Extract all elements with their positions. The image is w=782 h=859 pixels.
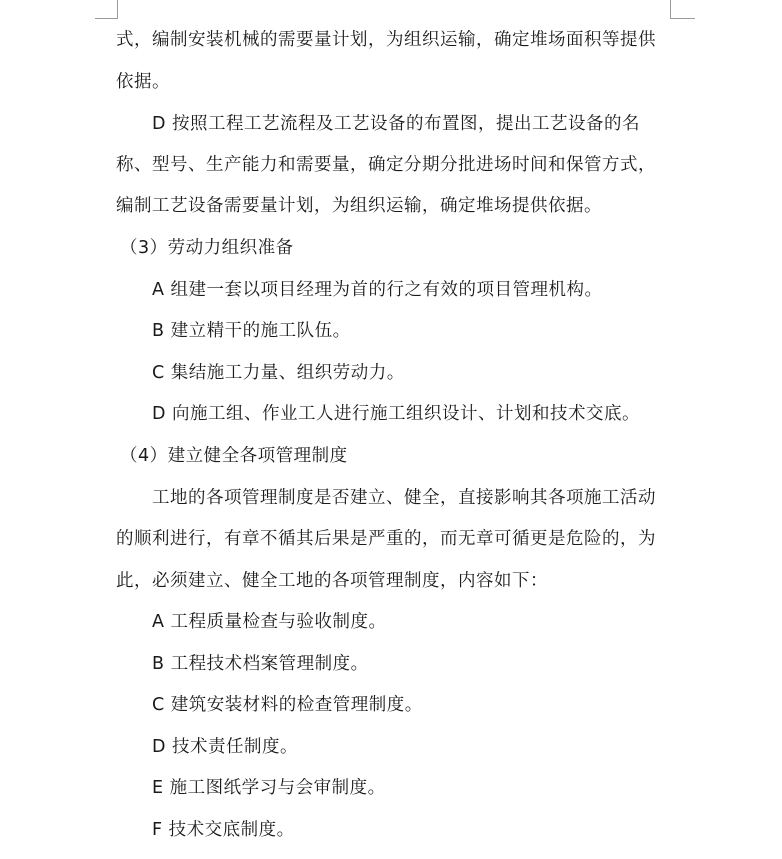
list-item: F 技术交底制度。 bbox=[152, 820, 295, 840]
list-item: B 工程技术档案管理制度。 bbox=[152, 654, 369, 674]
list-item: D 技术责任制度。 bbox=[152, 737, 299, 757]
paragraph-line: 依据。 bbox=[116, 72, 170, 92]
paragraph-line: 的顺利进行，有章不循其后果是严重的，而无章可循更是危险的，为 bbox=[116, 529, 656, 549]
list-item: E 施工图纸学习与会审制度。 bbox=[152, 778, 386, 798]
section-heading: （4）建立健全各项管理制度 bbox=[120, 446, 348, 466]
crop-mark-top-right bbox=[670, 0, 695, 19]
crop-mark-top-left bbox=[95, 0, 118, 19]
section-heading: （3）劳动力组织准备 bbox=[120, 238, 294, 258]
list-item: C 集结施工力量、组织劳动力。 bbox=[152, 363, 405, 383]
list-item: A 组建一套以项目经理为首的行之有效的项目管理机构。 bbox=[152, 280, 603, 300]
paragraph-line: 式，编制安装机械的需要量计划，为组织运输，确定堆场面积等提供 bbox=[116, 30, 656, 50]
paragraph-line: 此，必须建立、健全工地的各项管理制度，内容如下： bbox=[116, 571, 548, 591]
paragraph-line: D 按照工程工艺流程及工艺设备的布置图，提出工艺设备的名 bbox=[152, 114, 641, 134]
paragraph-line: 编制工艺设备需要量计划，为组织运输，确定堆场提供依据。 bbox=[116, 196, 602, 216]
list-item: C 建筑安装材料的检查管理制度。 bbox=[152, 695, 423, 715]
list-item: B 建立精干的施工队伍。 bbox=[152, 321, 351, 341]
paragraph-line: 称、型号、生产能力和需要量，确定分期分批进场时间和保管方式， bbox=[116, 155, 656, 175]
list-item: A 工程质量检查与验收制度。 bbox=[152, 612, 387, 632]
paragraph-line: 工地的各项管理制度是否建立、健全，直接影响其各项施工活动 bbox=[152, 488, 656, 508]
list-item: D 向施工组、作业工人进行施工组织设计、计划和技术交底。 bbox=[152, 404, 641, 424]
